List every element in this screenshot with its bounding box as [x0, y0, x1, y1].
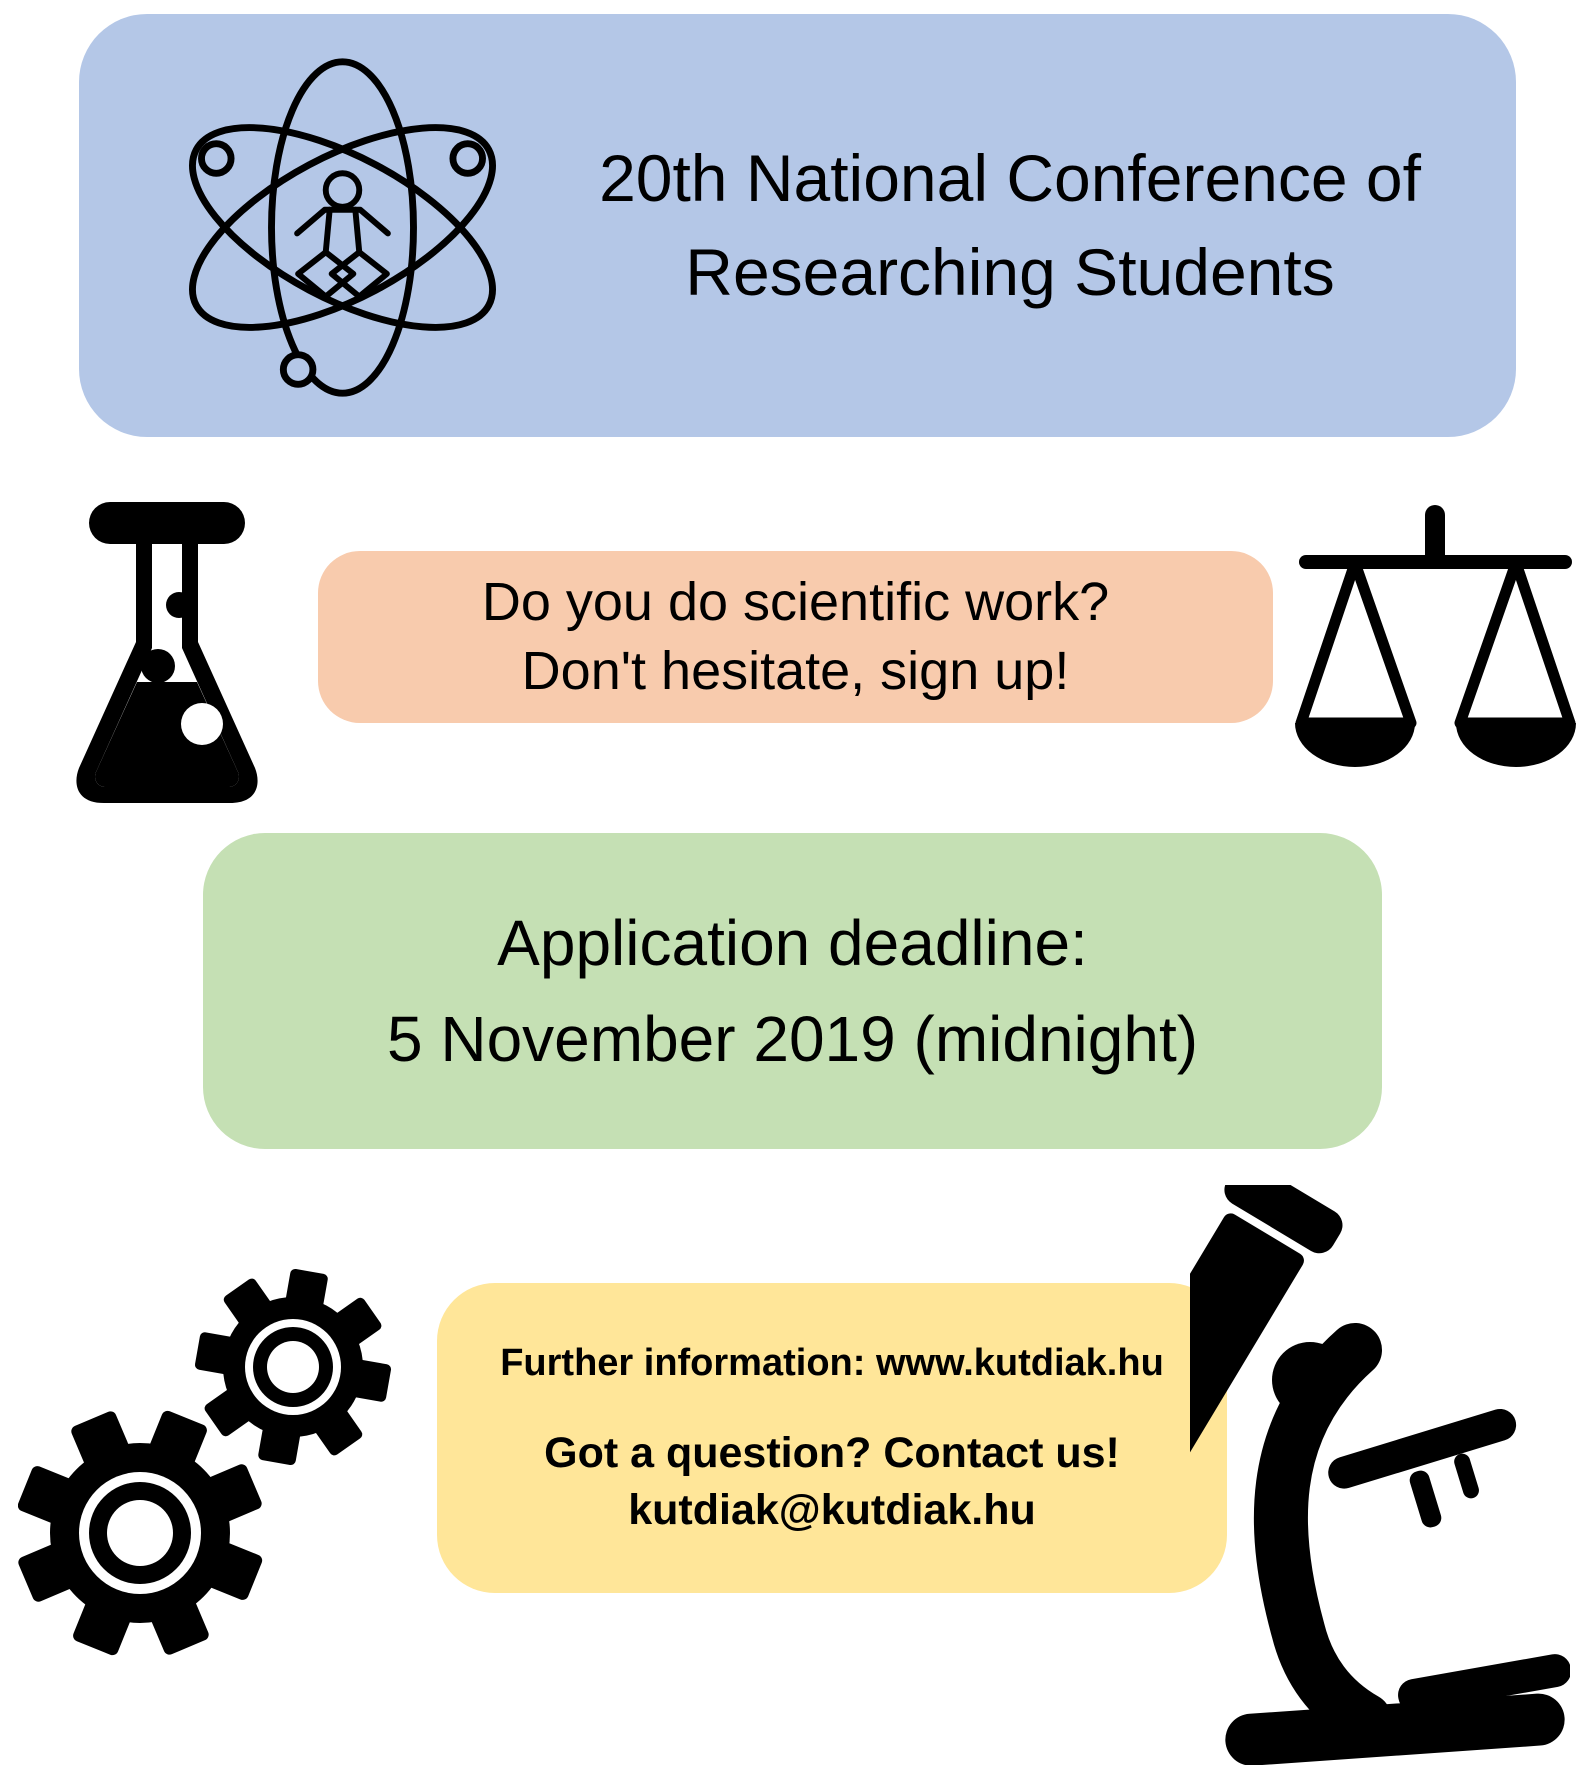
deadline-card: [203, 833, 1382, 1149]
flask-icon: [62, 502, 272, 805]
atom-logo-icon: [165, 40, 520, 415]
cta-line2: Don't hesitate, sign up!: [521, 641, 1070, 701]
poster-title: [520, 14, 1500, 437]
info-card: [437, 1283, 1227, 1593]
cta-line1: Do you do scientific work?: [481, 571, 1110, 632]
scales-icon: [1293, 505, 1578, 775]
microscope-icon: [1190, 1185, 1570, 1765]
header-card: [79, 14, 1516, 437]
deadline-line2: 5 November 2019 (midnight): [386, 1003, 1199, 1075]
cta-card: [318, 551, 1273, 723]
large-gear: [18, 1409, 264, 1657]
small-gear: [194, 1268, 392, 1466]
info-website: Further information: www.kutdiak.hu: [500, 1341, 1164, 1384]
poster-title-line2: Researching Students: [685, 234, 1335, 309]
deadline-line1: Application deadline:: [497, 907, 1088, 979]
info-contact: Got a question? Contact us!: [544, 1428, 1120, 1477]
gears-icon: [18, 1265, 398, 1660]
child-figure: [297, 173, 388, 296]
poster-title-line1: 20th National Conference of: [599, 140, 1421, 215]
info-email: kutdiak@kutdiak.hu: [628, 1485, 1036, 1534]
